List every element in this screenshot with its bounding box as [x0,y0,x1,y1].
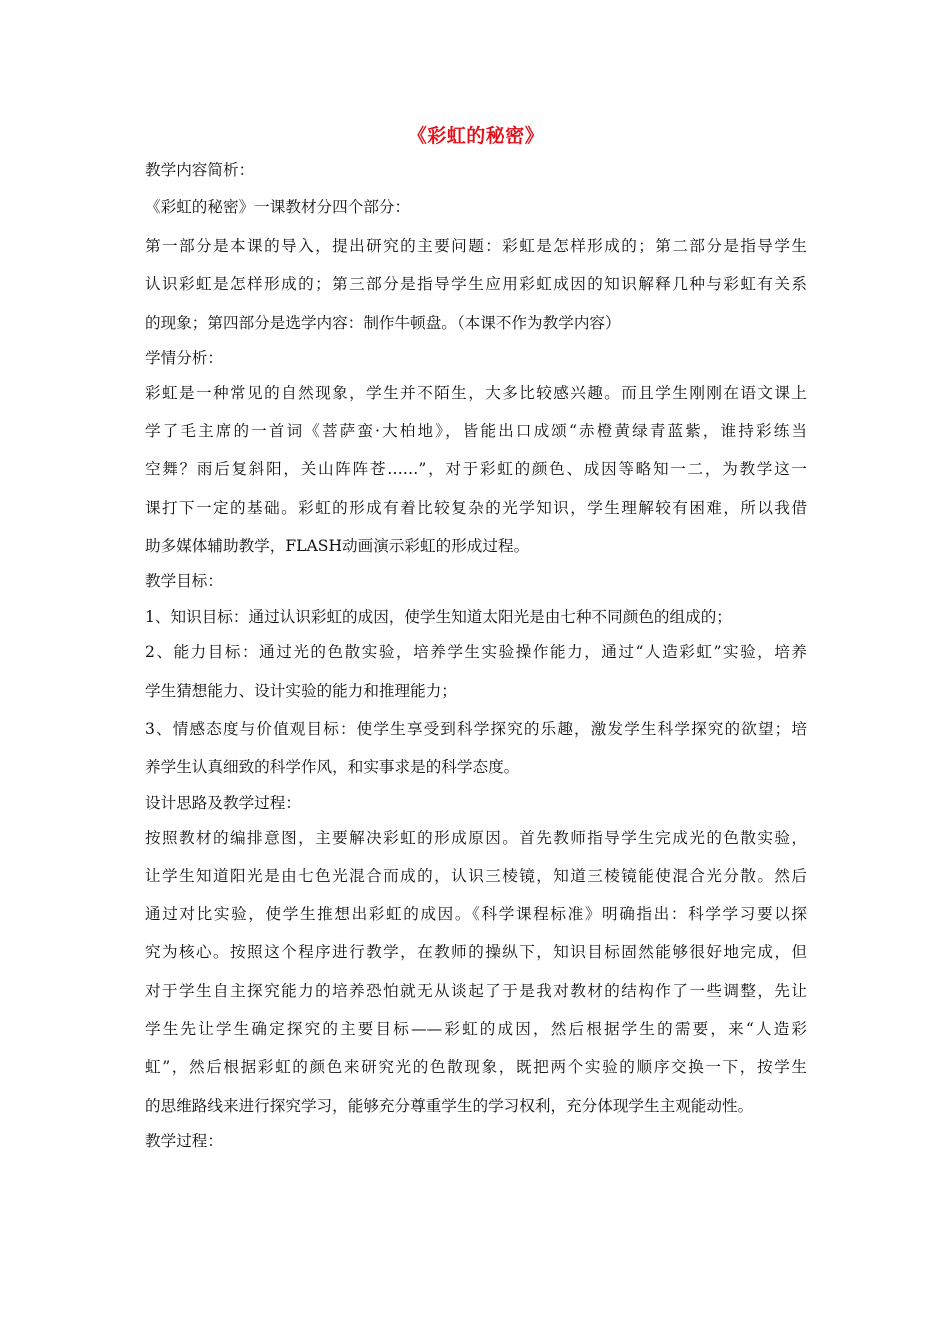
goal-knowledge: 1、知识目标：通过认识彩虹的成因，使学生知道太阳光是由七种不同颜色的组成的； [145,608,732,627]
paragraph-line: 助多媒体辅助教学，FLASH动画演示彩虹的形成过程。 [145,537,530,556]
paragraph-student-analysis [145,374,807,565]
paragraph-line: 课打下一定的基础。彩虹的形成有着比较复杂的光学知识，学生理解较有困难，所以我借 [145,498,807,517]
paragraph-line: 认识彩虹是怎样形成的；第三部分是指导学生应用彩虹成因的知识解释几种与彩虹有关系 [145,275,807,294]
paragraph-line: 究为核心。按照这个程序进行教学，在教师的操纵下，知识目标固然能够很好地完成，但 [145,943,807,962]
paragraph-line: 的思维路线来进行探究学习，能够充分尊重学生的学习权利，充分体现学生主观能动性。 [145,1096,754,1115]
document-body [145,118,807,1157]
paragraph-line: 的现象；第四部分是选学内容：制作牛顿盘。（本课不作为教学内容） [145,313,621,332]
document-title: 《彩虹的秘密》 [407,125,545,147]
heading-student-analysis: 学情分析： [145,348,223,367]
paragraph-line: 学生猜想能力、设计实验的能力和推理能力； [145,681,457,700]
heading-teaching-goals: 教学目标： [145,572,223,591]
paragraph-line: 对于学生自主探究能力的培养恐怕就无从谈起了于是我对教材的结构作了一些调整，先让 [145,981,807,1000]
heading-design-process: 设计思路及教学过程： [145,793,301,812]
paragraph-line: 第一部分是本课的导入，提出研究的主要问题：彩虹是怎样形成的；第二部分是指导学生 [145,237,807,255]
goal-emotion [145,710,807,787]
content-intro: 《彩虹的秘密》一课教材分四个部分： [145,198,411,216]
paragraph-line: 2、能力目标：通过光的色散实验，培养学生实验操作能力，通过“人造彩虹”实验，培养 [145,643,807,662]
paragraph-content-parts [145,227,807,342]
paragraph-line: 让学生知道阳光是由七色光混合而成的，认识三棱镜，知道三棱镜能使混合光分散。然后 [145,866,807,885]
heading-teaching-process: 教学过程： [145,1131,223,1150]
paragraph-design [145,819,807,1125]
heading-content-analysis: 教学内容简析： [145,161,255,179]
paragraph-line: 通过对比实验，使学生推想出彩虹的成因。《科学课程标准》明确指出：科学学习要以探 [145,905,807,924]
paragraph-line: 养学生认真细致的科学作风，和实事求是的科学态度。 [145,758,520,777]
paragraph-line: 空舞？雨后复斜阳，关山阵阵苍……”，对于彩虹的颜色、成因等略知一二，为教学这一 [145,460,807,479]
paragraph-line: 学了毛主席的一首词《菩萨蛮·大柏地》，皆能出口成颂“赤橙黄绿青蓝紫，谁持彩练当 [145,422,807,441]
goal-ability [145,633,807,710]
paragraph-line: 彩虹是一种常见的自然现象，学生并不陌生，大多比较感兴趣。而且学生刚刚在语文课上 [145,383,807,402]
paragraph-line: 3、情感态度与价值观目标：使学生享受到科学探究的乐趣，激发学生科学探究的欲望；培 [145,719,807,738]
paragraph-line: 按照教材的编排意图，主要解决彩虹的形成原因。首先教师指导学生完成光的色散实验， [145,828,807,847]
paragraph-line: 虹”，然后根据彩虹的颜色来研究光的色散现象，既把两个实验的顺序交换一下，按学生 [145,1058,807,1077]
paragraph-line: 学生先让学生确定探究的主要目标——彩虹的成因，然后根据学生的需要，来“人造彩 [145,1020,807,1039]
